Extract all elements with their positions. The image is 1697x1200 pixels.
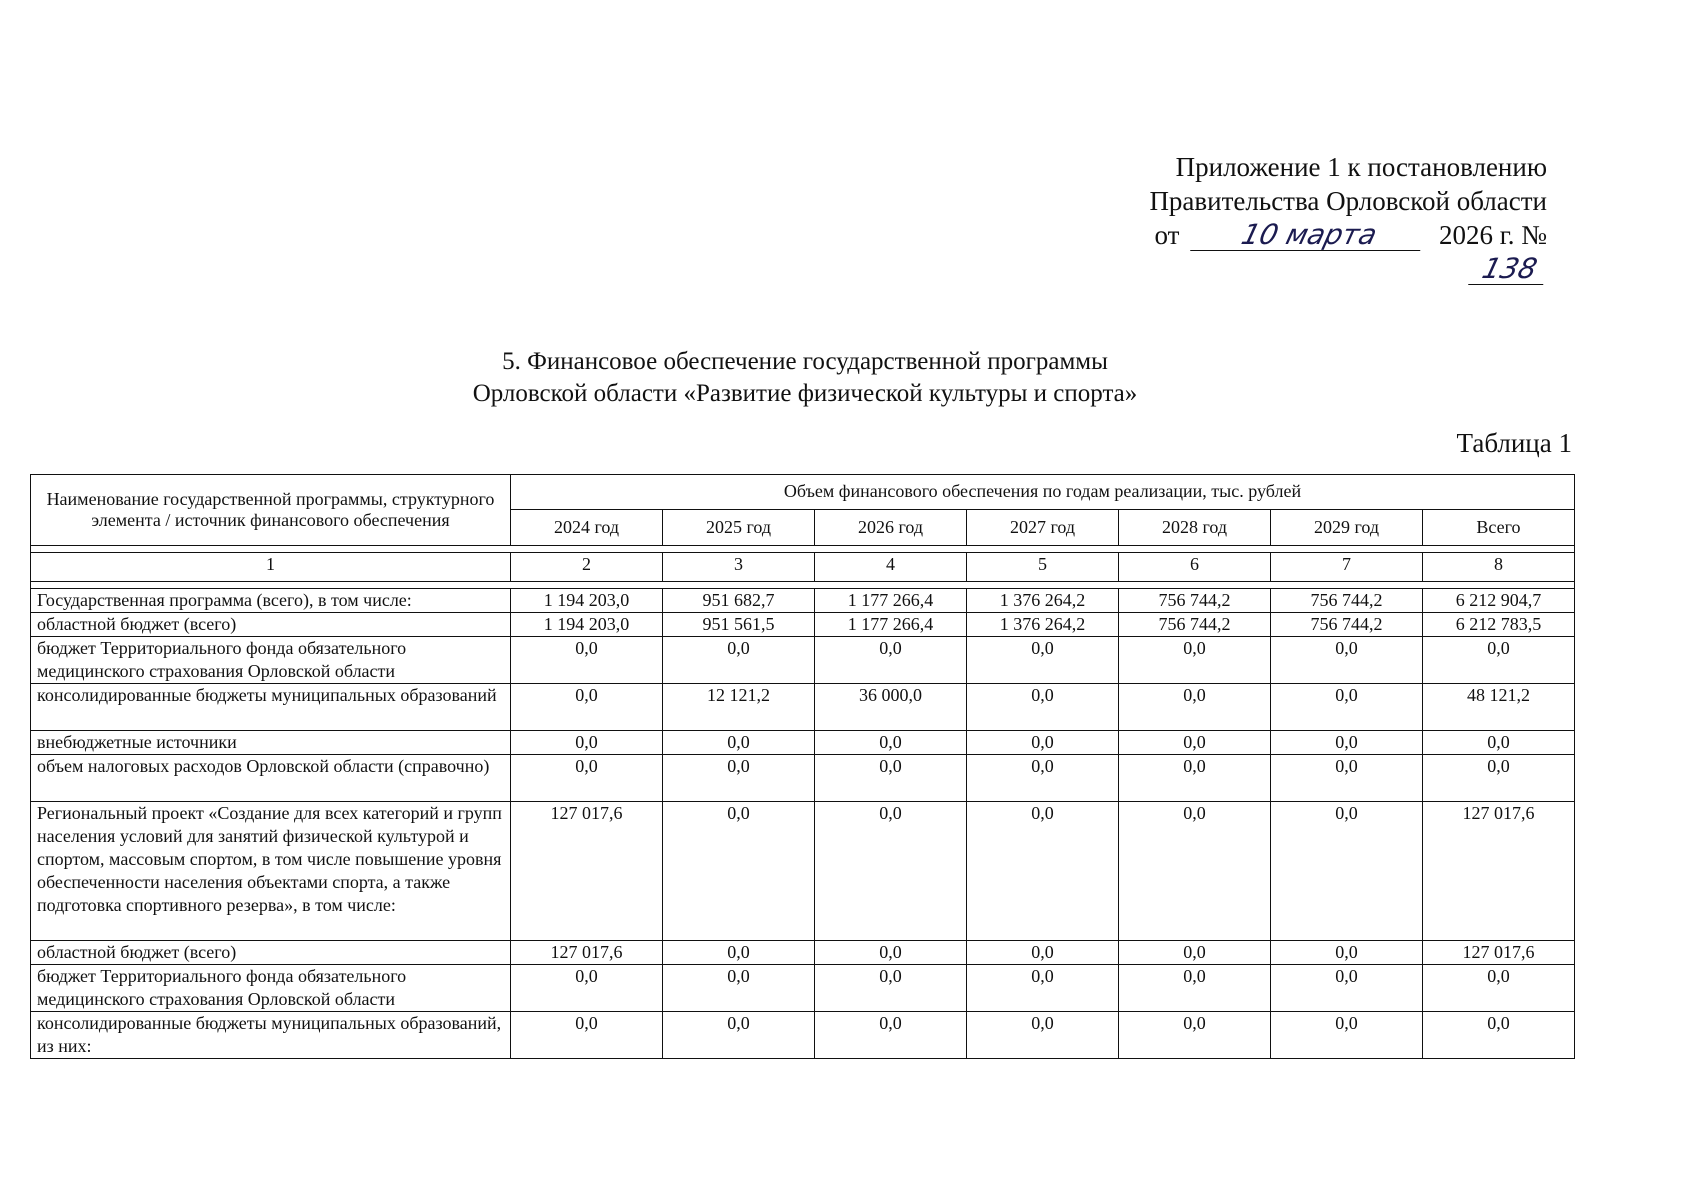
value-cell: 0,0: [1271, 731, 1423, 755]
table-row: [31, 613, 1575, 637]
header-year-cell: 2026 год: [815, 509, 967, 545]
value-cell: 0,0: [511, 1012, 663, 1059]
value-cell: 756 744,2: [1271, 613, 1423, 637]
value-cell: 127 017,6: [1423, 941, 1575, 965]
header-year-cell: 2024 год: [511, 509, 663, 545]
value-cell: 0,0: [511, 731, 663, 755]
section-title: [0, 346, 1610, 410]
value-cell: 0,0: [663, 941, 815, 965]
value-cell: 0,0: [511, 965, 663, 1012]
value-cell: 0,0: [1119, 941, 1271, 965]
header-year-cell: 2025 год: [663, 509, 815, 545]
value-cell: 756 744,2: [1119, 613, 1271, 637]
value-cell: 0,0: [815, 1012, 967, 1059]
value-cell: 1 194 203,0: [511, 613, 663, 637]
value-cell: 0,0: [815, 965, 967, 1012]
value-cell: 0,0: [967, 755, 1119, 802]
table-row: [31, 684, 1575, 731]
value-cell: 0,0: [1271, 637, 1423, 684]
value-cell: 0,0: [1119, 731, 1271, 755]
value-cell: 0,0: [967, 731, 1119, 755]
column-number-cell: 6: [1119, 553, 1271, 582]
table-row: [31, 637, 1575, 684]
value-cell: 0,0: [1271, 965, 1423, 1012]
value-cell: 0,0: [1271, 1012, 1423, 1059]
value-cell: 1 194 203,0: [511, 589, 663, 613]
value-cell: 0,0: [511, 755, 663, 802]
value-cell: 0,0: [1271, 684, 1423, 731]
value-cell: 0,0: [1119, 755, 1271, 802]
column-number-cell: 2: [511, 553, 663, 582]
row-label-cell: областной бюджет (всего): [31, 941, 511, 965]
value-cell: 0,0: [1423, 965, 1575, 1012]
column-numbers-row: [31, 553, 1575, 582]
appendix-block: [1077, 150, 1547, 286]
row-label-cell: консолидированные бюджеты муниципальных образований: [31, 684, 511, 731]
value-cell: 127 017,6: [511, 941, 663, 965]
appendix-date-line: [1077, 218, 1547, 286]
header-year-cell: 2028 год: [1119, 509, 1271, 545]
value-cell: 0,0: [663, 637, 815, 684]
value-cell: 6 212 904,7: [1423, 589, 1575, 613]
value-cell: 0,0: [1423, 755, 1575, 802]
handwritten-date: 10 марта: [1190, 220, 1428, 251]
spacer-row: [31, 546, 1575, 553]
value-cell: 0,0: [1271, 802, 1423, 941]
table-row: [31, 941, 1575, 965]
appendix-from-label: от: [1154, 220, 1180, 250]
value-cell: 0,0: [511, 684, 663, 731]
value-cell: 0,0: [663, 1012, 815, 1059]
value-cell: 12 121,2: [663, 684, 815, 731]
table-row: [31, 802, 1575, 941]
appendix-line-2: Правительства Орловской области: [1149, 186, 1547, 216]
appendix-line-1: Приложение 1 к постановлению: [1175, 152, 1547, 182]
table-label: Таблица 1: [1456, 428, 1572, 458]
header-year-cell: 2029 год: [1271, 509, 1423, 545]
value-cell: 0,0: [815, 802, 967, 941]
value-cell: 0,0: [663, 755, 815, 802]
row-label-cell: бюджет Территориального фонда обязательного медицинского страхования Орловской области: [31, 965, 511, 1012]
value-cell: 1 177 266,4: [815, 589, 967, 613]
value-cell: 48 121,2: [1423, 684, 1575, 731]
column-number-cell: 8: [1423, 553, 1575, 582]
value-cell: 756 744,2: [1119, 589, 1271, 613]
appendix-year-label: 2026 г. №: [1438, 220, 1547, 250]
value-cell: 0,0: [1423, 1012, 1575, 1059]
value-cell: 0,0: [967, 965, 1119, 1012]
table-body: [31, 546, 1575, 1059]
table-row: [31, 589, 1575, 613]
value-cell: 6 212 783,5: [1423, 613, 1575, 637]
table-row: [31, 965, 1575, 1012]
value-cell: 0,0: [663, 802, 815, 941]
value-cell: 0,0: [1423, 731, 1575, 755]
value-cell: 0,0: [1119, 684, 1271, 731]
value-cell: 0,0: [967, 802, 1119, 941]
value-cell: 127 017,6: [511, 802, 663, 941]
value-cell: 0,0: [815, 637, 967, 684]
section-title-line-1: 5. Финансовое обеспечение государственной программы: [502, 348, 1108, 375]
value-cell: 756 744,2: [1271, 589, 1423, 613]
row-label-cell: объем налоговых расходов Орловской области (справочно): [31, 755, 511, 802]
value-cell: 0,0: [967, 1012, 1119, 1059]
value-cell: 0,0: [663, 965, 815, 1012]
value-cell: 0,0: [815, 731, 967, 755]
section-title-line-2: Орловской области «Развитие физической культуры и спорта»: [472, 380, 1138, 407]
row-label-cell: внебюджетные источники: [31, 731, 511, 755]
column-number-cell: 3: [663, 553, 815, 582]
row-label-cell: консолидированные бюджеты муниципальных образований, из них:: [31, 1012, 511, 1059]
value-cell: 1 376 264,2: [967, 613, 1119, 637]
value-cell: 0,0: [967, 941, 1119, 965]
row-label-cell: бюджет Территориального фонда обязательного медицинского страхования Орловской области: [31, 637, 511, 684]
value-cell: 951 561,5: [663, 613, 815, 637]
handwritten-number: 138: [1468, 254, 1551, 285]
column-number-cell: 7: [1271, 553, 1423, 582]
value-cell: 0,0: [1423, 637, 1575, 684]
value-cell: 0,0: [1271, 941, 1423, 965]
value-cell: 0,0: [815, 755, 967, 802]
value-cell: 127 017,6: [1423, 802, 1575, 941]
value-cell: 951 682,7: [663, 589, 815, 613]
value-cell: 0,0: [1119, 1012, 1271, 1059]
table-row: [31, 755, 1575, 802]
row-label-cell: областной бюджет (всего): [31, 613, 511, 637]
row-label-cell: Государственная программа (всего), в том числе:: [31, 589, 511, 613]
table-row: [31, 731, 1575, 755]
value-cell: 0,0: [663, 731, 815, 755]
value-cell: 0,0: [511, 637, 663, 684]
spacer-row: [31, 582, 1575, 589]
row-label-cell: Региональный проект «Создание для всех категорий и групп населения условий для занятий физической культурой и спортом, массовым спортом, в том числе повышение уровня обеспеченности населения объектами спорта, а также подготовка спортивного резерва», в том числе:: [31, 802, 511, 941]
header-volume-cell: Объем финансового обеспечения по годам реализации, тыс. рублей: [511, 475, 1575, 510]
table-row: [31, 1012, 1575, 1059]
column-number-cell: 1: [31, 553, 511, 582]
value-cell: 0,0: [967, 637, 1119, 684]
value-cell: 0,0: [1271, 755, 1423, 802]
financing-table: [30, 474, 1575, 1059]
value-cell: 0,0: [1119, 802, 1271, 941]
value-cell: 0,0: [967, 684, 1119, 731]
value-cell: 1 177 266,4: [815, 613, 967, 637]
value-cell: 36 000,0: [815, 684, 967, 731]
value-cell: 0,0: [1119, 965, 1271, 1012]
value-cell: 0,0: [1119, 637, 1271, 684]
header-year-cell: Всего: [1423, 509, 1575, 545]
header-year-cell: 2027 год: [967, 509, 1119, 545]
column-number-cell: 4: [815, 553, 967, 582]
header-name-cell: Наименование государственной программы, структурного элемента / источник финансового обеспечения: [31, 475, 511, 546]
value-cell: 1 376 264,2: [967, 589, 1119, 613]
value-cell: 0,0: [815, 941, 967, 965]
column-number-cell: 5: [967, 553, 1119, 582]
